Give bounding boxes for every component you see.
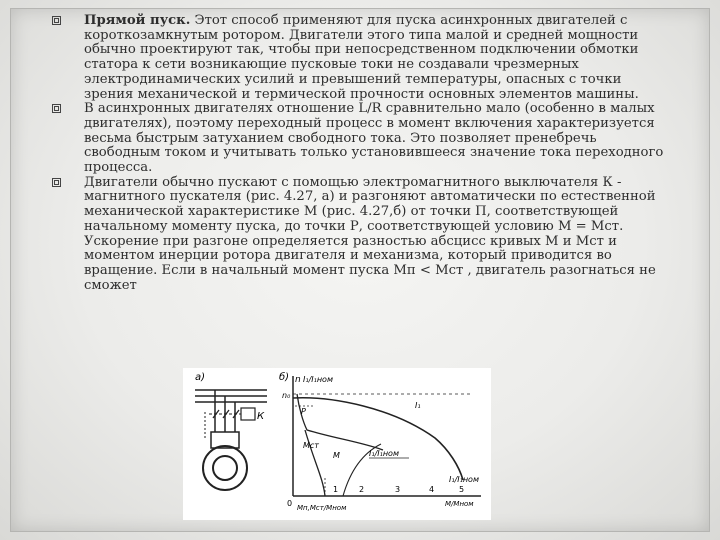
label-b: б) <box>279 372 290 383</box>
bullet-text: В асинхронных двигателях отношение L/R сравнительно мало (особенно в малых двигателях), поэтому переходный процесс в момент включения характеризуется весьма быстрым затуханием свободного тока. Это позволяет пренебречь свободным током и учитывать только установившееся значение тока переходного процесса. <box>84 101 664 176</box>
label-i1-inom-end: I₁/I₁ном <box>449 475 479 484</box>
label-n: n <box>295 375 301 385</box>
tick-5: 5 <box>459 485 465 494</box>
label-axis-end: М/Мном <box>445 500 474 508</box>
label-n0: n₀ <box>282 391 291 400</box>
bullet-item <box>52 176 664 294</box>
tick-1: 1 <box>333 485 339 494</box>
label-axis: Мп,Мст/Мном <box>297 504 347 512</box>
tick-4: 4 <box>429 485 435 494</box>
slide-content <box>52 14 664 293</box>
bullet-item <box>52 102 664 176</box>
bullet-lead: Прямой пуск. <box>84 13 191 28</box>
figure-svg <box>183 368 491 520</box>
label-zero: 0 <box>287 499 293 508</box>
mechanical-characteristic-m <box>293 398 463 480</box>
label-p: Р <box>301 407 306 416</box>
figure-motor-start <box>183 368 491 520</box>
bullet-square-icon <box>52 16 61 25</box>
bullet-text: Этот способ применяют для пуска асинхронных двигателей с короткозамкнутым ротором. Двигатели этого типа малой и средней мощности обычно проектируют так, чтобы при непосредственном подключении обмотки статора к сети возникающие пусковые токи не создавали чрезмерных электродинамических усилий и превышений температуры, опасных с точки зрения механической и термической прочности основных элементов машины. <box>84 13 639 102</box>
contactor-coil <box>241 408 255 420</box>
label-k: К <box>257 411 265 422</box>
bullet-square-icon <box>52 178 61 187</box>
label-i1: I₁ <box>415 401 421 410</box>
motor-rotor-icon <box>213 456 237 480</box>
label-mst: Мст <box>303 441 319 450</box>
label-i1-inom-mid: I₁/I₁ном <box>369 449 399 458</box>
tick-3: 3 <box>395 485 401 494</box>
bullet-square-icon <box>52 104 61 113</box>
motor-outer-icon <box>203 446 247 490</box>
mst-curve <box>305 430 325 496</box>
bullet-text: Двигатели обычно пускают с помощью электромагнитного выключателя К - магнитного пускателя (рис. 4.27, а) и разгоняют автоматически по естественной механической характеристике М (рис. 4.27,б) от точки П, соответствующей начальному моменту пуска, до точки Р, соответствующей условию М = Мст. Ускорение при разгоне определяется разностью абсцисс кривых М и Мст и моментом инерции ротора двигателя и механизма, который приводится во вращение. Если в начальный момент пуска Мп < Мст , двигатель разогнаться не сможет <box>84 174 656 293</box>
bullet-item <box>52 14 664 102</box>
label-a: а) <box>195 372 206 383</box>
label-i1-inom-top: I₁/I₁ном <box>303 375 333 384</box>
tick-2: 2 <box>359 485 365 494</box>
label-m: М <box>333 451 340 460</box>
